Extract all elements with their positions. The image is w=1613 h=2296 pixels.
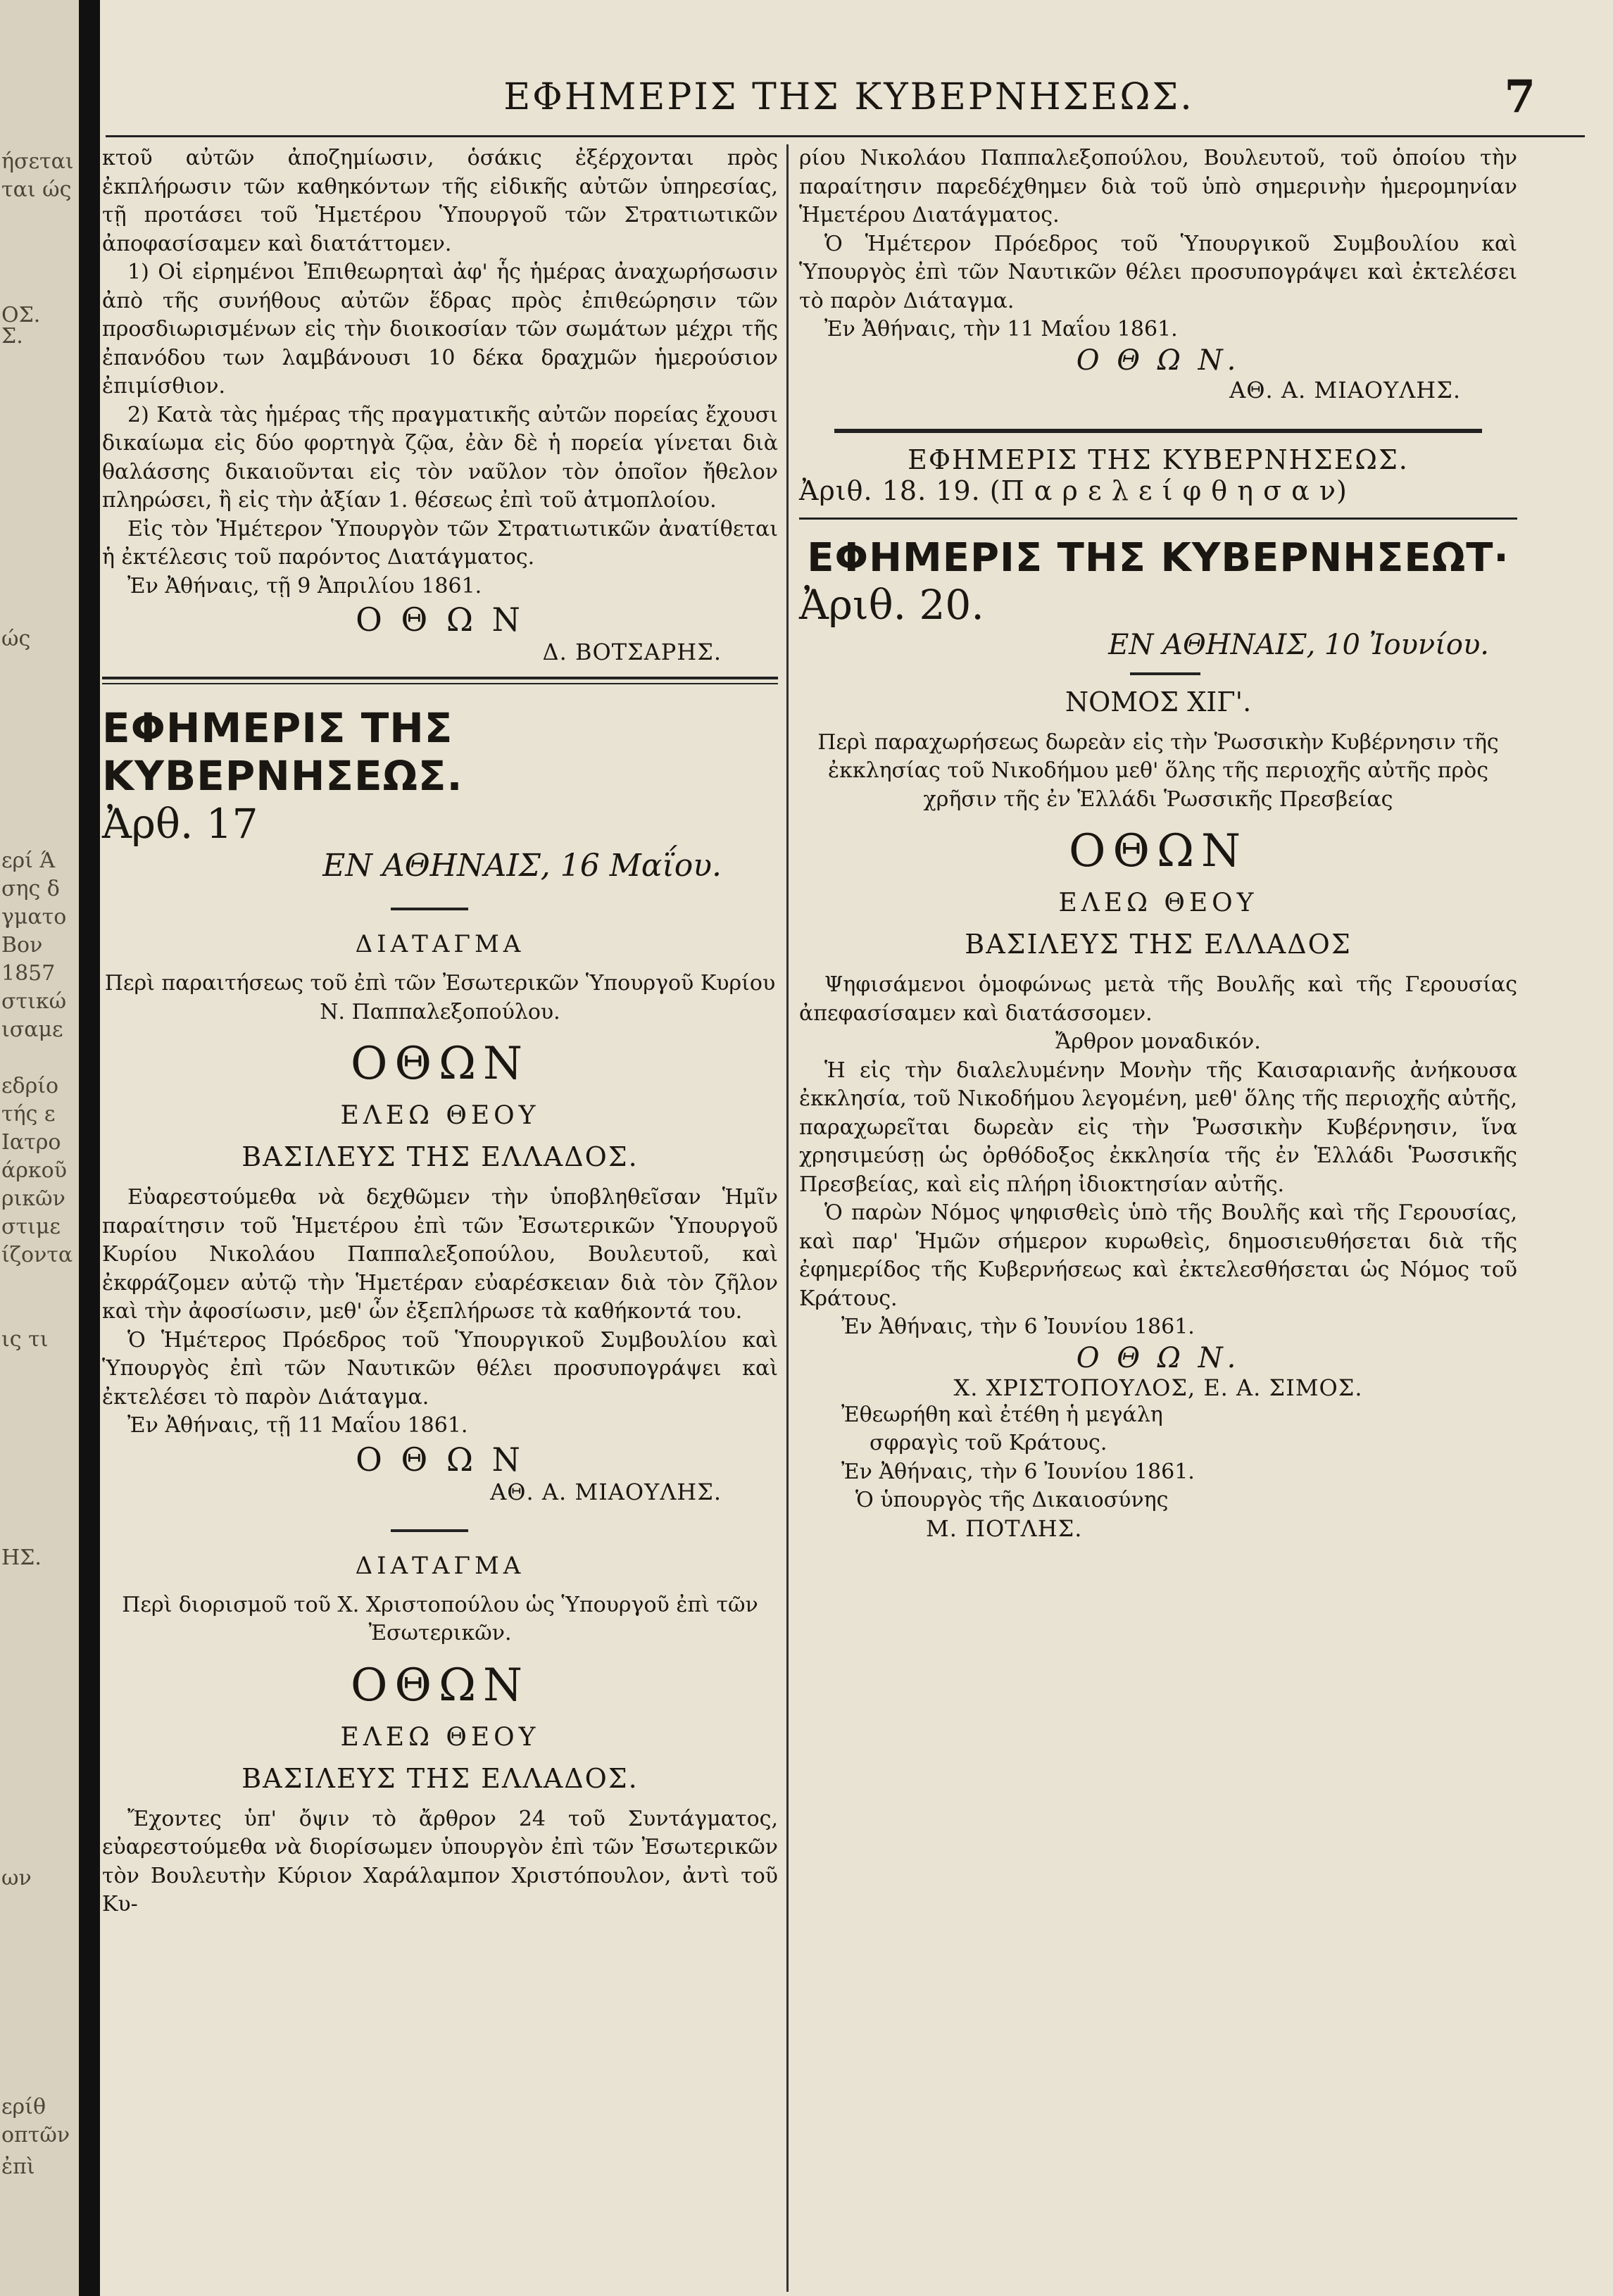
law-subject: Περὶ παραχωρήσεως δωρεὰν εἰς τὴν Ῥωσσικὴν Κυβέρνησιν τῆς ἐκκλησίας τοῦ Νικοδήμου μεθ' ὅλης τῆς περιοχῆς αὐτῆς πρὸς χρῆσιν τῆς ἐν Ἑλλάδι Ῥωσσικῆς Πρεσβείας (817, 729, 1499, 812)
prev-page-fragment: ισαμε (1, 1017, 63, 1042)
book-gutter (79, 0, 100, 2296)
law-heading: ΝΟΜΟΣ ΧΙΓ'. (1065, 686, 1252, 717)
minister-signature: Δ. ΒΟΤΣΑΡΗΣ. (542, 639, 722, 665)
eleo-theou: ΕΛΕΩ ΘΕΟΥ (340, 1101, 540, 1130)
gazette-title: ΕΦΗΜΕΡΙΣ ΤΗΣ ΚΥΒΕΡΝΗΣΕΩΣ. (102, 704, 463, 800)
otho-signature: Ο Θ Ω Ν. (1076, 344, 1241, 377)
prev-page-fragment: Ιατρο (1, 1130, 61, 1155)
body-paragraph: Ὁ Ἡμέτερος Πρόεδρος τοῦ Ὑπουργικοῦ Συμβουλίου καὶ Ὑπουργὸς ἐπὶ τῶν Ναυτικῶν θέλει προσυπογράψει καὶ ἐκτελέσει τὸ παρὸν Διάταγμα. (102, 1327, 778, 1410)
otho-title: ΟΘΩΝ (351, 1038, 529, 1090)
body-paragraph: Ἡ εἰς τὴν διαλελυμένην Μονὴν τῆς Καισαριανῆς ἀνήκουσα ἐκκλησία, τοῦ Νικοδήμου λεγομένη, μεθ' ὅλης τῆς περιοχῆς αὐτῆς, παραχωρεῖται δωρεὰν εἰς τὴν Ῥωσσικὴν Κυβέρνησιν, ἵνα χρησιμεύσῃ ὡς ὀρθόδοξος ἐκκλησία τῆς ἐν Ἑλλάδι Ῥωσσικῆς Πρεσβείας, καὶ εἰς πλήρη ἰδιοκτησίαν αὐτῆς. (799, 1058, 1517, 1197)
body-paragraph: Ἔχοντες ὑπ' ὄψιν τὸ ἄρθρον 24 τοῦ Συντάγματος, εὐαρεστούμεθα νὰ διορίσωμεν ὑπουργὸν ἐπὶ τῶν Ἐσωτερικῶν τὸν Βουλευτὴν Κύριον Χαράλαμπον Χριστόπουλον, ἀντὶ τοῦ Κυ- (102, 1806, 778, 1917)
decree-subject: Περὶ παραιτήσεως τοῦ ἐπὶ τῶν Ἐσωτερικῶν Ὑπουργοῦ Κυρίου Ν. Παππαλεξοπούλου. (104, 971, 776, 1024)
seal-note: σφραγὶς τοῦ Κράτους. (870, 1431, 1107, 1455)
header-rule (106, 135, 1585, 137)
otho-signature: Ο Θ Ω Ν (356, 1440, 525, 1479)
decree-heading: ΔΙΑΤΑΓΜΑ (355, 1551, 525, 1580)
section-rule (102, 677, 778, 684)
prev-page-fragment: σης δ (1, 877, 60, 901)
prev-page-fragment: ώς (1, 627, 31, 651)
king-of-greece: ΒΑΣΙΛΕΥΣ ΤΗΣ ΕΛΛΑΔΟΣ (965, 929, 1352, 960)
body-paragraph: 1) Οἱ εἰρημένοι Ἐπιθεωρηταὶ ἀφ' ἧς ἡμέρας ἀναχωρήσωσιν ἀπὸ τῆς συνήθους αὐτῶν ἕδρας πρὸς ἐπιθεώρησιν τῶν προσδιωρισμένων εἰς τὴν διοικοσίαν τῶν σωμάτων μέχρι τῆς ἐπανόδου των λαμβάνουσι 10 δέκα δραχμῶν ἡμερούσιον ἐπιμίσθιον. (102, 260, 778, 399)
prev-page-fragment: ἐπὶ (1, 2154, 35, 2179)
decree-subject: Περὶ διορισμοῦ τοῦ Χ. Χριστοπούλου ὡς Ὑπουργοῦ ἐπὶ τῶν Ἐσωτερικῶν. (122, 1592, 758, 1645)
date-line: Ἐν Ἀθήναις, τῇ 9 Ἀπριλίου 1861. (127, 573, 482, 598)
prev-page-fragment: οπτῶν (1, 2123, 70, 2147)
body-paragraph: Ψηφισάμενοι ὁμοφώνως μετὰ τῆς Βουλῆς καὶ τῆς Γερουσίας ἀπεφασίσαμεν καὶ διατάσσομεν. (799, 972, 1517, 1026)
issue-number: Ἀριθ. 20. (799, 580, 984, 629)
prev-page-fragment: ερί Ά (1, 848, 56, 873)
otho-signature: Ο Θ Ω Ν (356, 601, 525, 639)
minister-signature: ΑΘ. Α. ΜΙΑΟΥΛΗΣ. (1229, 376, 1461, 403)
king-of-greece: ΒΑΣΙΛΕΥΣ ΤΗΣ ΕΛΛΑΔΟΣ. (241, 1141, 639, 1172)
date-line: Ἐν Ἀθήναις, τὴν 11 Μαΐου 1861. (824, 317, 1178, 341)
omitted-issues: Ἀριθ. 18. 19. (Π α ρ ε λ ε ί φ θ η σ α ν) (799, 475, 1348, 506)
prev-page-fragment: ερίθ (1, 2095, 46, 2119)
minister-signature: Χ. ΧΡΙΣΤΟΠΟΥΛΟΣ, Ε. Α. ΣΙΜΟΣ. (953, 1374, 1363, 1401)
prev-page-fragment: ήσεται (1, 149, 74, 174)
body-paragraph: Εὐαρεστούμεθα νὰ δεχθῶμεν τὴν ὑποβληθεῖσαν Ἡμῖν παραίτησιν τοῦ Ἡμετέρου ἐπὶ τῶν Ἐσωτερικῶν Ὑπουργοῦ Κυρίου Νικολάου Παππαλεξοπούλου, Βουλευτοῦ, καὶ ἐκφράζομεν αὐτῷ τὴν Ἡμετέραν εὐαρέσκειαν διὰ τὸν ζῆλον καὶ τὴν ἀφοσίωσιν, μεθ' ὧν ἐξεπλήρωσε τὰ καθήκοντά του. (102, 1185, 778, 1324)
gazette-title: ΕΦΗΜΕΡΙΣ ΤΗΣ ΚΥΒΕΡΝΗΣΕΩΤ· (807, 534, 1510, 581)
seal-note: Ἐθεωρήθη καὶ ἐτέθη ἡ μεγάλη (841, 1402, 1163, 1427)
king-of-greece: ΒΑΣΙΛΕΥΣ ΤΗΣ ΕΛΛΑΔΟΣ. (241, 1762, 639, 1794)
prev-page-fragment: ΗΣ. (1, 1545, 42, 1570)
gazette-title-small: ΕΦΗΜΕΡΙΣ ΤΗΣ ΚΥΒΕΡΝΗΣΕΩΣ. (908, 444, 1409, 475)
issue-number: Ἀρθ. 17 (102, 800, 258, 848)
minister-title: Ὁ ὑπουργὸς τῆς Δικαιοσύνης (855, 1488, 1169, 1512)
date-line: Ἐν Ἀθήναις, τὴν 6 Ἰουνίου 1861. (841, 1315, 1195, 1339)
header-title: ΕΦΗΜΕΡΙΣ ΤΗΣ ΚΥΒΕΡΝΗΣΕΩΣ. (503, 76, 1194, 118)
prev-page-fragment: ίζοντα (1, 1243, 73, 1267)
eleo-theou: ΕΛΕΩ ΘΕΟΥ (1058, 889, 1258, 917)
prev-page-fragment: στικώ (1, 989, 67, 1014)
prev-page-fragment: ις τι (1, 1327, 49, 1352)
body-paragraph: Ὁ Ἡμέτερον Πρόεδρος τοῦ Ὑπουργικοῦ Συμβουλίου καὶ Ὑπουργὸς ἐπὶ τῶν Ναυτικῶν θέλει προσυπογράψει καὶ ἐκτελέσει τὸ παρὸν Διάταγμα. (799, 231, 1517, 313)
right-column (799, 144, 1517, 2292)
body-paragraph: ρίου Νικολάου Παππαλεξοπούλου, Βουλευτοῦ, τοῦ ὁποίου τὴν παραίτησιν παρεδέχθημεν διὰ τοῦ ὑπὸ σημερινὴν ἡμερομηνίαν Ἡμετέρου Διατάγματος. (799, 146, 1517, 227)
otho-title: ΟΘΩΝ (1069, 825, 1248, 877)
eleo-theou: ΕΛΕΩ ΘΕΟΥ (340, 1722, 540, 1752)
article-heading: Ἄρθρον μοναδικόν. (1055, 1029, 1261, 1054)
running-header (113, 70, 1585, 125)
otho-signature: Ο Θ Ω Ν. (1076, 1341, 1241, 1374)
prev-page-fragment: γματο (1, 905, 67, 929)
prev-page-fragment: Σ. (1, 324, 23, 349)
prev-page-fragment: Βον (1, 933, 43, 958)
body-paragraph: 2) Κατὰ τὰς ἡμέρας τῆς πραγματικῆς αὐτῶν πορείας ἔχουσι δικαίωμα εἰς δύο φορτηγὰ ζῷα, ἐὰν δὲ ἡ πορεία γίνεται διὰ θαλάσσης δικαιοῦνται εἰς τὸν ναῦλον τὸν ὁποῖον ἤθελον πληρώσει, ἢ εἰς τὴν ἀξίαν 1. θέσεως ἐπὶ τοῦ ἀτμοπλοίου. (102, 402, 778, 513)
prev-page-fragment: εδρίο (1, 1074, 59, 1098)
prev-page-fragment: άρκοῦ (1, 1158, 67, 1183)
prev-page-fragment: τής ε (1, 1102, 56, 1127)
otho-title: ΟΘΩΝ (351, 1659, 529, 1712)
prev-page-fragment: ρικῶν (1, 1186, 65, 1211)
left-column (102, 144, 778, 2292)
page-number: 7 (1504, 70, 1536, 123)
minister-signature: ΑΘ. Α. ΜΙΑΟΥΛΗΣ. (490, 1478, 722, 1505)
date-line: Ἐν Ἀθήναις, τῇ 11 Μαΐου 1861. (127, 1413, 468, 1438)
issue-date: ΕΝ ΑΘΗΝΑΙΣ, 10 Ἰουνίου. (1108, 628, 1489, 661)
decree-heading: ΔΙΑΤΑΓΜΑ (355, 930, 525, 958)
previous-page-margin (0, 0, 79, 2296)
body-paragraph: Ὁ παρὼν Νόμος ψηφισθεὶς ὑπὸ τῆς Βουλῆς καὶ τῆς Γερουσίας, καὶ παρ' Ἡμῶν σήμερον κυρωθεὶς, δημοσιευθήσεται διὰ τῆς ἐφημερίδος τῆς Κυβερνήσεως καὶ ἐκτελεσθήσεται ὡς Νόμος τοῦ Κράτους. (799, 1200, 1517, 1311)
date-line: Ἐν Ἀθήναις, τὴν 6 Ἰουνίου 1861. (841, 1459, 1195, 1484)
prev-page-fragment: 1857 (1, 961, 56, 986)
prev-page-fragment: ται ώς (1, 177, 72, 202)
prev-page-fragment: ΟΣ. (1, 303, 41, 327)
prev-page-fragment: ων (1, 1866, 32, 1890)
issue-date: ΕΝ ΑΘΗΝΑΙΣ, 16 Μαΐου. (322, 848, 722, 884)
column-divider (786, 144, 789, 2292)
minister-signature: Μ. ΠΟΤΛΗΣ. (926, 1514, 1083, 1542)
body-paragraph: Εἰς τὸν Ἡμέτερον Ὑπουργὸν τῶν Στρατιωτικῶν ἀνατίθεται ἡ ἐκτέλεσις τοῦ παρόντος Διατάγματος. (102, 516, 778, 570)
body-paragraph: κτοῦ αὐτῶν ἀποζημίωσιν, ὁσάκις ἐξέρχονται πρὸς ἐκπλήρωσιν τῶν καθηκόντων τῆς εἰδικῆς αὐτῶν ὑπηρεσίας, τῇ προτάσει τοῦ Ἡμετέρου Ὑπουργοῦ τῶν Στρατιωτικῶν ἀποφασίσαμεν καὶ διατάττομεν. (102, 146, 778, 256)
prev-page-fragment: στιμε (1, 1215, 61, 1239)
